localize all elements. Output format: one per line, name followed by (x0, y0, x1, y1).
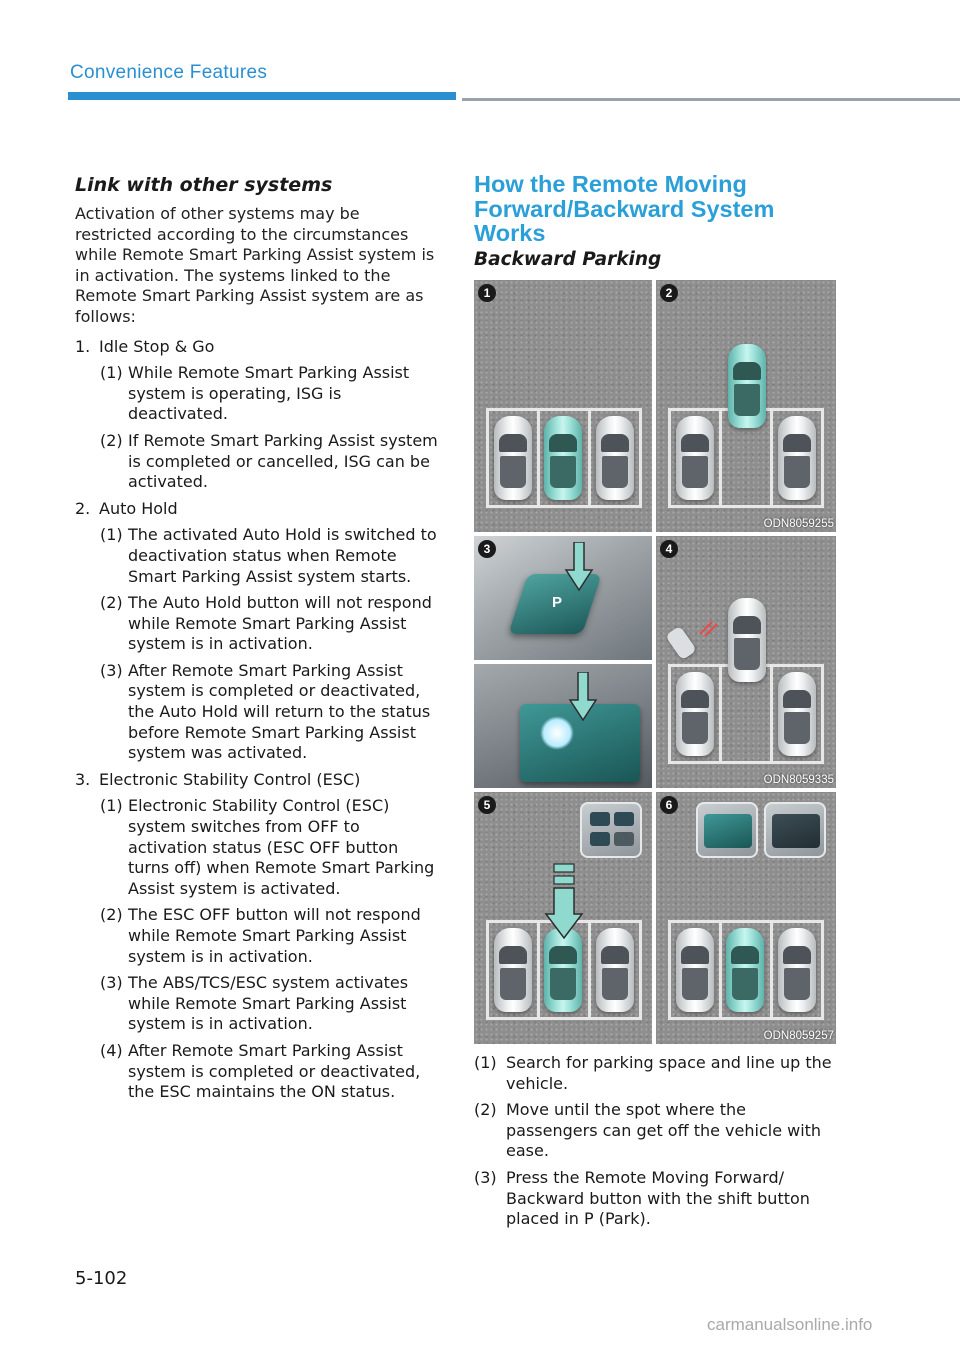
sub-text: While Remote Smart Parking Assist system is operating, ISG is deactivated. (128, 363, 410, 424)
sub-text: The ABS/TCS/ESC system activates while Remote Smart Parking Assist system is in activation. (128, 973, 409, 1034)
sub-text: The ESC OFF button will not respond while Remote Smart Parking Assist system is in activation. (128, 905, 421, 966)
caption-item (474, 1168, 836, 1230)
figure-2 (474, 536, 836, 788)
sub-text: Electronic Stability Control (ESC) system switches from OFF to activation status (ESC OFF button turns off) when Remote Smart Parking Assist system is activated. (128, 796, 435, 898)
sub-item (75, 973, 440, 1035)
sub-number: (3) (100, 973, 123, 993)
link-section (75, 174, 440, 1109)
sub-number: (2) (100, 430, 123, 450)
sub-text: The Auto Hold button will not respond while Remote Smart Parking Assist system is in activation. (128, 593, 432, 654)
parked-car (676, 928, 714, 1012)
header-accent-bar (68, 92, 456, 100)
list-item (75, 499, 440, 520)
page-number: 5-102 (75, 1268, 128, 1289)
panel-3-remote-button (474, 664, 652, 788)
parked-car (494, 928, 532, 1012)
step-captions (474, 1053, 836, 1236)
parked-car (676, 416, 714, 500)
panel-6-parking-lot (656, 792, 836, 1044)
list-number: 2. (75, 498, 91, 518)
slot-divider (770, 664, 773, 764)
caption-text: Press the Remote Moving Forward/ Backward button with the shift button placed in P (Park). (506, 1167, 810, 1229)
sub-item (75, 431, 440, 493)
sub-item (75, 525, 440, 587)
how-section (474, 172, 836, 270)
sub-text: After Remote Smart Parking Assist system is completed or deactivated, the ESC maintains the ON status. (128, 1040, 421, 1102)
slot-divider (770, 408, 773, 508)
sub-text: The activated Auto Hold is switched to deactivation status when Remote Smart Parking Assist system starts. (128, 525, 437, 586)
own-car (728, 598, 766, 682)
step-badge-1: 1 (478, 284, 496, 302)
slot-divider (719, 920, 722, 1020)
panel-1-parking-lot (474, 280, 652, 532)
own-car (726, 928, 764, 1012)
sub-item (75, 363, 440, 425)
remote-button-icon (590, 812, 610, 826)
caption-number: (2) (474, 1100, 497, 1120)
sub-number: (2) (100, 593, 123, 613)
sub-number: (3) (100, 660, 123, 680)
list-item (75, 770, 440, 791)
watermark: carmanualsonline.info (707, 1315, 873, 1334)
sub-number: (2) (100, 905, 123, 925)
link-intro: Activation of other systems may be restricted according to the circumstances while Remote Smart Parking Assist system is in activation. The systems linked to the Remote Smart Parking Assist system are as follows: (75, 204, 435, 326)
step-badge-4: 4 (660, 540, 678, 558)
step-badge-6: 6 (660, 796, 678, 814)
list-label: Idle Stop & Go (99, 336, 215, 356)
signal-waves-icon (696, 618, 722, 638)
panel-3-shift-button (474, 536, 652, 660)
caption-number: (1) (474, 1053, 497, 1072)
remote-button-icon (590, 832, 610, 846)
caption-item (474, 1053, 836, 1094)
caption-text: Search for parking space and line up the vehicle. (506, 1053, 832, 1093)
sub-text: If Remote Smart Parking Assist system is completed or cancelled, ISG can be activated. (128, 430, 438, 492)
list-number: 3. (75, 769, 91, 789)
how-section-subtitle: Backward Parking (474, 248, 662, 270)
smart-key-icon (665, 626, 697, 661)
figure-code: ODN8059255 (763, 518, 834, 530)
slot-divider (588, 408, 591, 508)
remote-button-icon (772, 814, 820, 848)
parked-car (778, 928, 816, 1012)
sub-item (75, 661, 440, 764)
remote-control-inset (764, 802, 826, 858)
parked-car (494, 416, 532, 500)
remote-button-icon (614, 832, 634, 846)
slot-divider (537, 408, 540, 508)
parked-car (778, 416, 816, 500)
caption-number: (3) (474, 1167, 497, 1187)
remote-control-inset (580, 802, 642, 858)
figure-1 (474, 280, 836, 532)
list-number: 1. (75, 336, 91, 356)
sub-number: (1) (100, 363, 123, 383)
panel-4-parking-lot (656, 536, 836, 788)
link-section-title: Link with other systems (75, 174, 333, 196)
figure-code: ODN8059257 (763, 1030, 834, 1042)
slot-divider (588, 920, 591, 1020)
panel-2-parking-lot (656, 280, 836, 532)
list-label: Auto Hold (99, 498, 178, 518)
sub-item (75, 593, 440, 655)
press-arrow-icon (564, 542, 594, 592)
panel-5-parking-lot (474, 792, 652, 1044)
figure-3 (474, 792, 836, 1044)
list-item (75, 337, 440, 358)
park-button-label: P (552, 594, 563, 611)
how-section-title: How the Remote Moving Forward/Backward System Works (474, 171, 775, 246)
figure-code: ODN8059335 (763, 774, 834, 786)
sub-number: (1) (100, 796, 123, 816)
caption-text: Move until the spot where the passengers can get off the vehicle with ease. (506, 1100, 822, 1161)
parked-car (676, 672, 714, 756)
list-label: Electronic Stability Control (ESC) (99, 769, 361, 789)
slot-divider (719, 408, 722, 508)
sub-item (75, 905, 440, 967)
parked-car (596, 928, 634, 1012)
sub-item (75, 1041, 440, 1103)
sub-text: After Remote Smart Parking Assist system is completed or deactivated, the Auto Hold will return to the status before Remote Smart Parking Assist system was activated. (128, 660, 431, 763)
step-badge-5: 5 (478, 796, 496, 814)
remote-control-inset (696, 802, 758, 858)
sub-number: (1) (100, 525, 123, 545)
slot-divider (719, 664, 722, 764)
sub-number: (4) (100, 1040, 123, 1060)
slot-divider (537, 920, 540, 1020)
section-header: Convenience Features (70, 62, 268, 83)
slot-divider (770, 920, 773, 1020)
own-car (728, 344, 766, 428)
remote-button-icon (614, 812, 634, 826)
header-rule (462, 98, 960, 101)
own-car (544, 416, 582, 500)
press-arrow-icon (568, 672, 598, 722)
caption-item (474, 1100, 836, 1162)
step-badge-2: 2 (660, 284, 678, 302)
parked-car (778, 672, 816, 756)
parked-car (596, 416, 634, 500)
step-badge-3: 3 (478, 540, 496, 558)
reverse-arrow-icon (544, 862, 584, 942)
sub-item (75, 796, 440, 899)
remote-button-icon (704, 814, 752, 848)
